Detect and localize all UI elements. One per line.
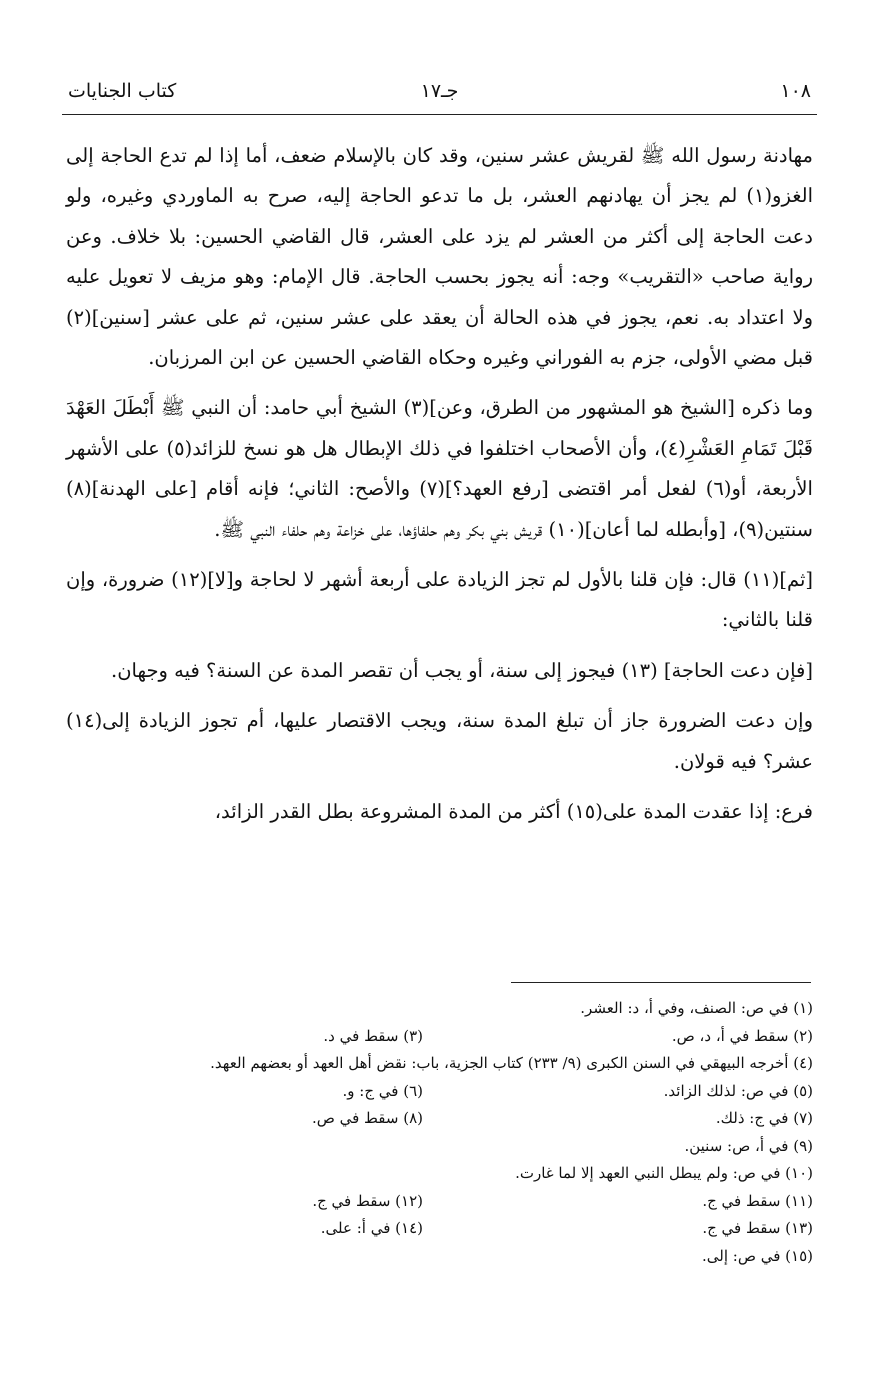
paragraph: مهادنة رسول الله ﷺ لقريش عشر سنين، وقد كان بالإسلام ضعف، أما إذا لم تدع الحاجة إلى الغزو(١) لم يجز أن يهادنهم العشر، بل ما تدعو الحاجة إليه، صرح به الماوردي وغيره، ولو دعت الحاجة إلى أكثر من العشر لم يزد على العشر، قال القاضي الحسين: بلا خلاف. وعن رواية صاحب «التقريب» وجه: أنه يجوز بحسب الحاجة. قال الإمام: وهو مزيف لا تعويل عليه ولا اعتداد به. نعم، يجوز في هذه الحالة أن يعقد على عشر سنين، ثم على عشر [سنين](٢) قبل مضي الأولى، جزم به الفوراني وغيره وحكاه القاضي الحسين عن ابن المرزبان. (66, 144, 813, 370)
footnote-line (60, 1078, 813, 1106)
footnote-line (60, 1023, 813, 1051)
footnote: (١٤) في أ: على. (320, 1219, 423, 1237)
footnote: (٨) سقط في ص. (311, 1109, 423, 1127)
page-header (62, 72, 817, 112)
footnote-divider (511, 982, 811, 983)
paragraph: وإن دعت الضرورة جاز أن تبلغ المدة سنة، ويجب الاقتصار عليها، أم تجوز الزيادة إلى(١٤) عشر؟ فيه قولان. (66, 709, 813, 773)
page-number: ١٠٨ (780, 80, 811, 102)
paragraph: وما ذكره [الشيخ هو المشهور من الطرق، وعن](٣) الشيخ أبي حامد: أن النبي ﷺ أَبْطَلَ العَهْدَ قَبْلَ تَمَامِ العَشْرِ(٤)، وأن الأصحاب اختلفوا في ذلك الإبطال هل هو نسخ للزائد(٥) على الأشهر الأربعة، أو(٦) لفعل أمر اقتضى [رفع العهد؟](٧) والأصح: الثاني؛ فإنه أقام [على الهدنة](٨) سنتين(٩)، [وأبطله لما أعان](١٠) قريش بني بكر وهم حلفاؤها، على خزاعة وهم حلفاء النبي ﷺ. (66, 396, 814, 541)
footnote: (٤) أخرجه البيهقي في السنن الكبرى (٩/ ٢٣٣) كتاب الجزية، باب: نقض أهل العهد أو بعضهم العهد. (210, 1054, 813, 1072)
footnote: (٥) في ص: لذلك الزائد. (663, 1081, 813, 1100)
footnote: (١٠) في ص: ولم يبطل النبي العهد إلا لما غارت. (515, 1164, 813, 1182)
footnote: (٦) في ج: و. (342, 1081, 423, 1100)
footnote-line (60, 1215, 813, 1243)
footnote-line (60, 1050, 813, 1078)
paragraph: [ثم](١١) قال: فإن قلنا بالأول لم تجز الزيادة على أربعة أشهر لا لحاجة و[لا](١٢) ضرورة، وإن قلنا بالثاني: (66, 568, 813, 632)
footnote-line (60, 1243, 813, 1271)
footnote: (٢) سقط في أ، د، ص. (671, 1026, 813, 1045)
footnote-line (60, 1105, 813, 1133)
footnote: (١٣) سقط في ج. (702, 1219, 813, 1237)
footnote-line (60, 1188, 813, 1216)
footnote-line (60, 1133, 813, 1161)
footnote: (١٥) في ص: إلى. (701, 1246, 813, 1265)
footnote: (١١) سقط في ج. (702, 1191, 813, 1210)
header-divider (62, 114, 817, 115)
main-text (66, 136, 813, 843)
volume-label: جـ١٧ (420, 80, 459, 102)
book-title: كتاب الجنايات (68, 80, 177, 102)
footnote: (٩) في أ، ص: سنين. (684, 1136, 813, 1155)
footnote-line (60, 995, 813, 1023)
footnote: (٧) في ج: ذلك. (715, 1109, 813, 1127)
footnote: (٣) سقط في د. (323, 1026, 423, 1045)
paragraph: [فإن دعت الحاجة] (١٣) فيجوز إلى سنة، أو يجب أن تقصر المدة عن السنة؟ فيه وجهان. (111, 658, 813, 682)
footnote: (١) في ص: الصنف، وفي أ، د: العشر. (580, 999, 813, 1017)
paragraph: فرع: إذا عقدت المدة على(١٥) أكثر من المدة المشروعة بطل القدر الزائد، (214, 800, 813, 824)
footnote: (١٢) سقط في ج. (312, 1191, 423, 1210)
footnote-line (60, 1160, 813, 1188)
footnotes (60, 995, 813, 1270)
